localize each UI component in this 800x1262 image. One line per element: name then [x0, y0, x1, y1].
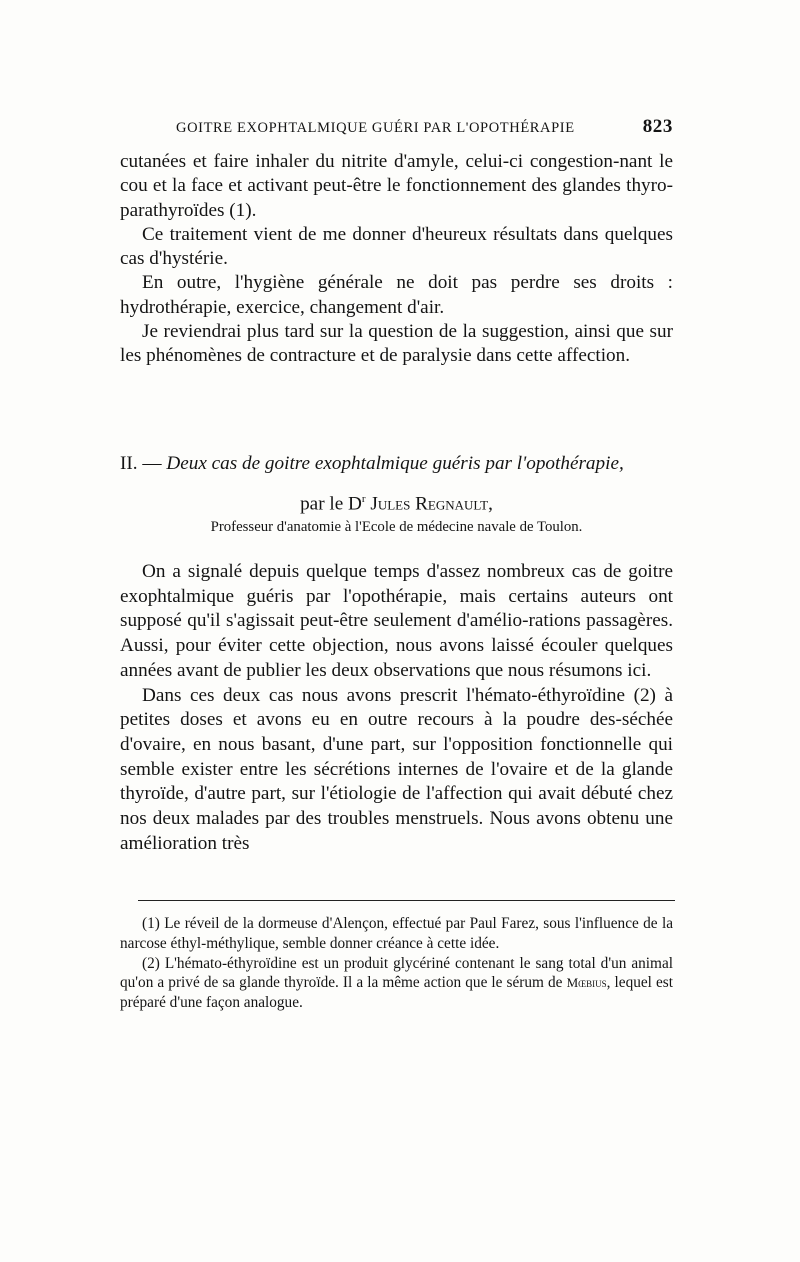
- author-name: Jules Regnault,: [370, 493, 493, 515]
- footnote-rule: [138, 900, 675, 901]
- footnote-2-end: , lequel est préparé d'une façon analogue.: [120, 974, 674, 1012]
- footnote-2: [120, 954, 673, 1013]
- body-text: [120, 150, 673, 369]
- byline: [120, 487, 673, 516]
- section-heading: [120, 452, 673, 476]
- byline-sup: r: [361, 493, 366, 505]
- footnotes: [120, 914, 673, 1013]
- paragraph-continuation: cutanées et faire inhaler du nitrite d'amyle, celui-ci congestion-nant le cou et la face et activant peut-être le fonctionnement des glandes thyro-parathyroïdes (1).: [120, 151, 673, 221]
- footnote-2-name: Mœbius: [566, 975, 607, 991]
- footnote-1: (1) Le réveil de la dormeuse d'Alençon, effectué par Paul Farez, sous l'influence de la narcose éthyl-méthylique, semble donner créance à cette idée.: [120, 915, 673, 952]
- footnote-2-text: (2) L'hémato-éthyroïdine est un produit glycériné contenant le sang total d'un animal qu'on a privé de sa glande thyroïde. Il a la même action que le sérum de: [120, 954, 673, 992]
- running-head: [120, 116, 673, 140]
- byline-prefix: par le D: [300, 493, 362, 515]
- author-affiliation: Professeur d'anatomie à l'Ecole de médecine navale de Toulon.: [210, 519, 583, 535]
- running-head-title: GOITRE EXOPHTALMIQUE GUÉRI PAR L'OPOTHÉRAPIE: [176, 120, 575, 136]
- section-number: II. —: [120, 453, 167, 474]
- section-body: [120, 560, 673, 856]
- paragraph-hygiene: En outre, l'hygiène générale ne doit pas perdre ses droits : hydrothérapie, exercice, changement d'air.: [120, 272, 673, 318]
- page-number: 823: [642, 116, 673, 137]
- paragraph-treatment-results: Ce traitement vient de me donner d'heureux résultats dans quelques cas d'hystérie.: [120, 223, 673, 270]
- paragraph-suggestion: Je reviendrai plus tard sur la question de la suggestion, ainsi que sur les phénomènes de contracture et de paralysie dans cette affection.: [120, 321, 673, 367]
- section-title: Deux cas de goitre exophtalmique guéris par l'opothérapie,: [166, 453, 624, 474]
- paragraph-intro: On a signalé depuis quelque temps d'assez nombreux cas de goitre exophtalmique guéris par l'opothérapie, mais certains auteurs ont supposé qu'il s'agissait peut-être seulement d'amélio-rations passagères. Aussi, pour éviter cette objection, nous avons laissé écouler quelques années avant de publier les deux observations que nous résumons ici.: [120, 561, 673, 681]
- paragraph-method: Dans ces deux cas nous avons prescrit l'hémato-éthyroïdine (2) à petites doses et avons eu en outre recours à la poudre des-séchée d'ovaire, en nous basant, d'une part, sur l'opposition fonctionnelle qui semble exister entre les sécrétions internes de l'ovaire et de la glande thyroïde, d'autre part, sur l'étiologie de l'affection qui avait débuté chez nos deux malades par des troubles menstruels. Nous avons obtenu une amélioration très: [120, 684, 673, 854]
